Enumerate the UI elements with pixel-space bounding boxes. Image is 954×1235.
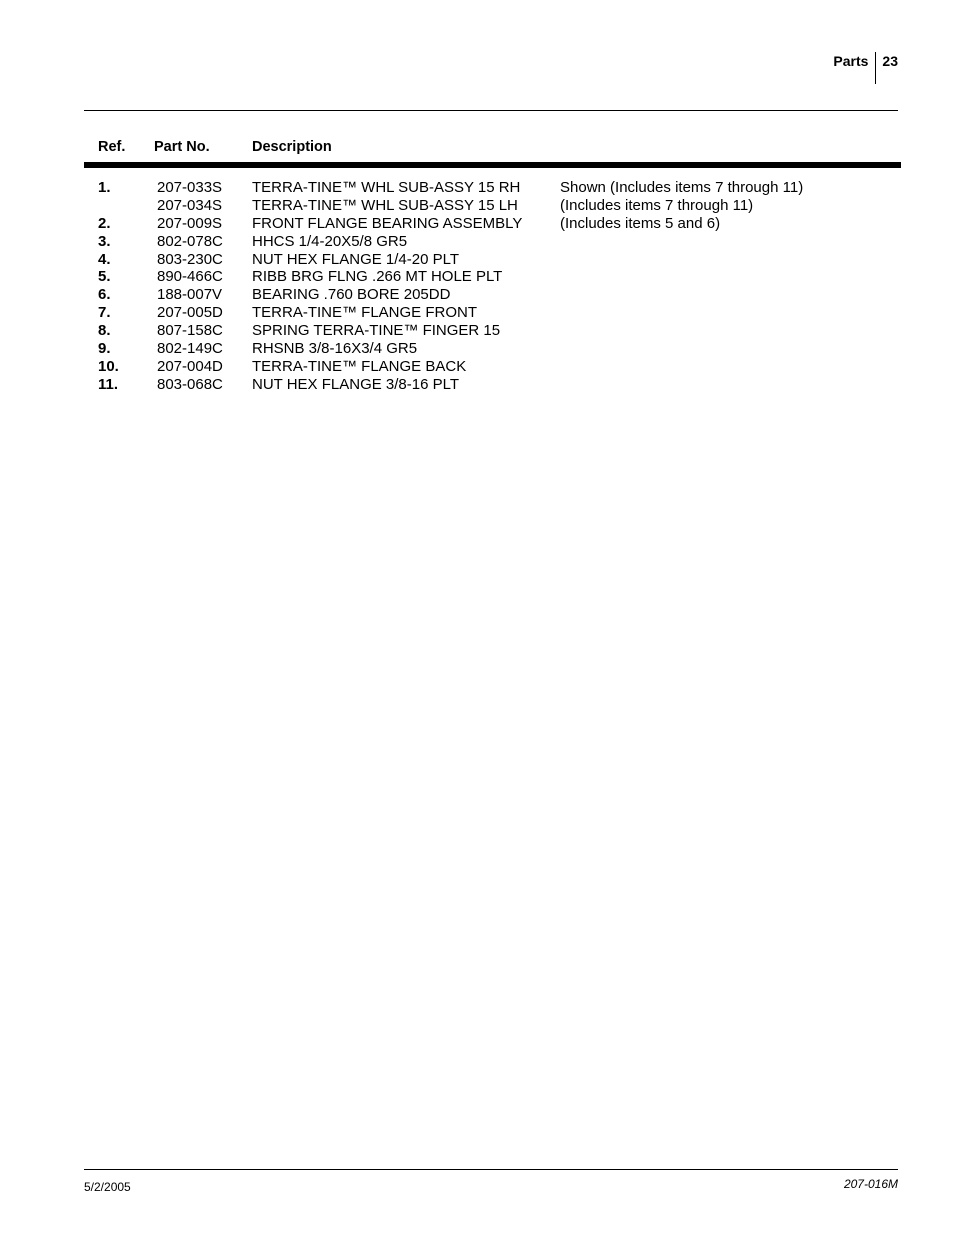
- row-ref: 3.: [98, 232, 111, 250]
- parts-table-body: [84, 179, 901, 394]
- row-ref: 4.: [98, 250, 111, 268]
- row-part-no: 207-009S: [157, 214, 223, 232]
- row-description: NUT HEX FLANGE 3/8-16 PLT: [252, 375, 460, 393]
- row-part-no: 188-007V: [157, 286, 223, 304]
- row-ref: 8.: [98, 322, 111, 340]
- row-description: BEARING .760 BORE 205DD: [252, 286, 451, 304]
- row-part-no: 207-033S: [157, 179, 223, 196]
- table-row: [84, 286, 901, 304]
- table-row: [84, 304, 901, 322]
- row-part-no: 207-034S: [157, 196, 223, 214]
- header-rule: [84, 162, 901, 168]
- column-header-ref: Ref.: [98, 139, 126, 155]
- row-ref: 6.: [98, 286, 111, 304]
- table-header: [84, 139, 901, 159]
- table-row: [84, 358, 901, 376]
- row-ref: 11.: [98, 375, 119, 393]
- column-header-description: Description: [252, 139, 332, 155]
- row-part-no: 207-004D: [157, 357, 223, 375]
- table-row: [84, 340, 901, 358]
- row-note: (Includes items 5 and 6): [560, 214, 721, 232]
- page-number: 23: [882, 53, 898, 69]
- row-ref: 9.: [98, 340, 111, 358]
- table-row: [84, 268, 901, 286]
- row-description: RHSNB 3/8-16X3/4 GR5: [252, 340, 418, 358]
- row-description: NUT HEX FLANGE 1/4-20 PLT: [252, 250, 460, 268]
- row-ref: 10.: [98, 357, 119, 375]
- table-row: [84, 197, 901, 215]
- row-description: RIBB BRG FLNG .266 MT HOLE PLT: [252, 268, 503, 286]
- table-row: [84, 251, 901, 269]
- row-description: HHCS 1/4-20X5/8 GR5: [252, 232, 408, 250]
- row-ref: 1.: [98, 179, 111, 196]
- table-row: [84, 322, 901, 340]
- row-part-no: 807-158C: [157, 322, 223, 340]
- row-description: SPRING TERRA-TINE™ FINGER 15: [252, 322, 501, 340]
- row-part-no: 802-149C: [157, 340, 223, 358]
- row-description: TERRA-TINE™ WHL SUB-ASSY 15 RH: [252, 179, 521, 196]
- page-header: [833, 52, 898, 84]
- table-row: [84, 179, 901, 197]
- row-part-no: 802-078C: [157, 232, 223, 250]
- footer-rule: [84, 1169, 898, 1170]
- table-row: [84, 233, 901, 251]
- row-description: FRONT FLANGE BEARING ASSEMBLY: [252, 214, 523, 232]
- row-ref: 7.: [98, 304, 111, 322]
- row-description: TERRA-TINE™ WHL SUB-ASSY 15 LH: [252, 196, 518, 214]
- table-row: [84, 376, 901, 394]
- row-description: TERRA-TINE™ FLANGE FRONT: [252, 304, 478, 322]
- table-row: [84, 215, 901, 233]
- row-ref: 2.: [98, 214, 111, 232]
- row-part-no: 803-068C: [157, 375, 223, 393]
- row-part-no: 207-005D: [157, 304, 223, 322]
- footer-date: 5/2/2005: [84, 1180, 131, 1194]
- top-rule: [84, 110, 898, 111]
- row-description: TERRA-TINE™ FLANGE BACK: [252, 357, 467, 375]
- row-note: Shown (Includes items 7 through 11): [560, 179, 804, 196]
- footer-doc-number: 207-016M: [843, 1177, 898, 1191]
- column-header-part-no: Part No.: [154, 139, 210, 155]
- row-part-no: 803-230C: [157, 250, 223, 268]
- section-title: Parts: [833, 53, 869, 69]
- row-ref: 5.: [98, 268, 111, 286]
- row-note: (Includes items 7 through 11): [560, 196, 754, 214]
- row-part-no: 890-466C: [157, 268, 223, 286]
